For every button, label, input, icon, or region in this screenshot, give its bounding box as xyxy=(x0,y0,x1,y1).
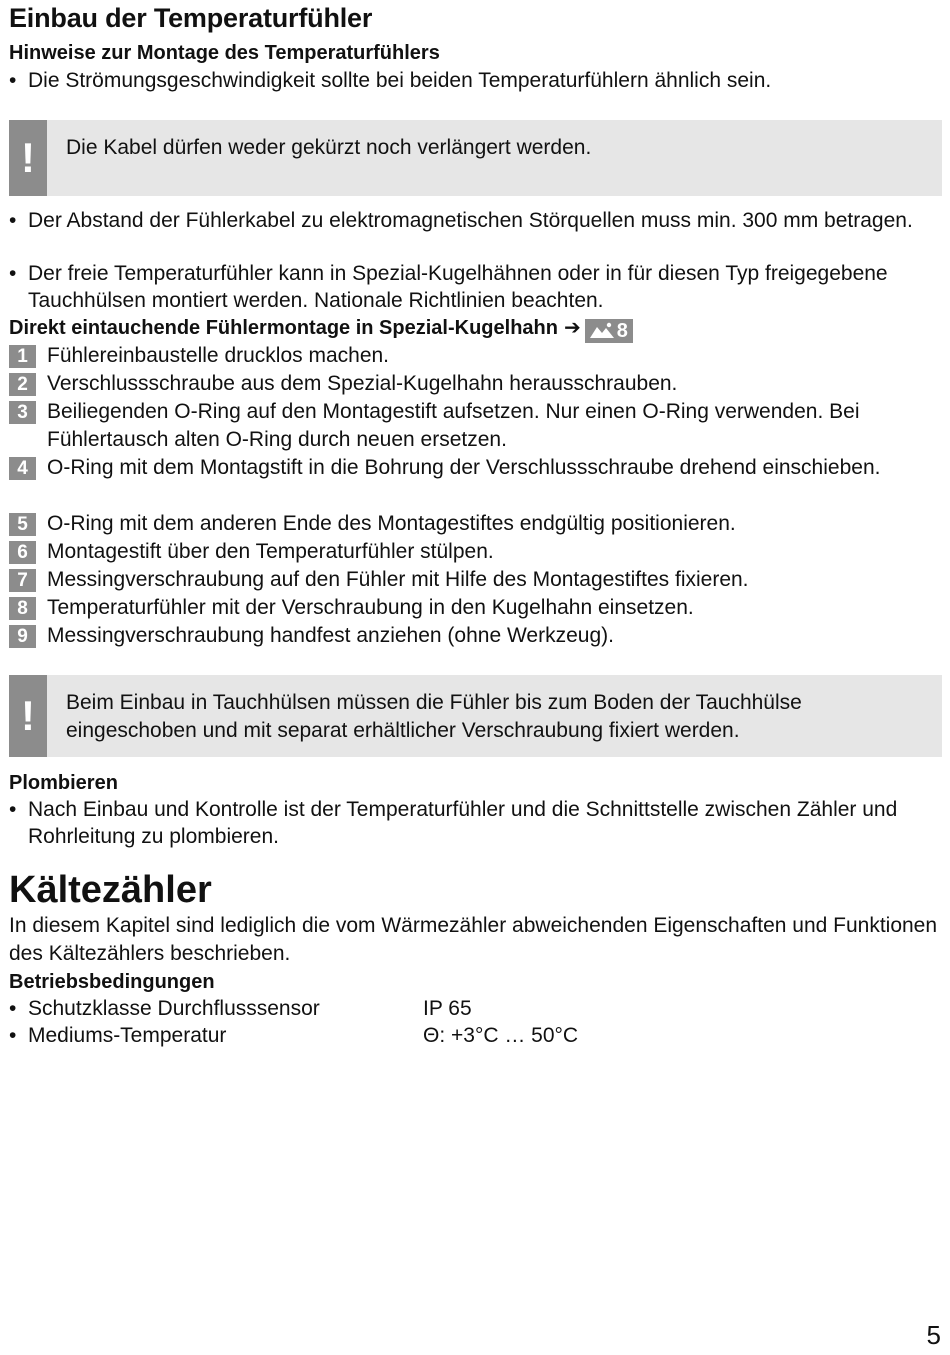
list-item xyxy=(9,207,941,234)
step-number: 3 xyxy=(9,401,36,424)
step-number: 9 xyxy=(9,625,36,648)
exclamation-icon: ! xyxy=(9,675,47,757)
list-item-text: Die Strömungsgeschwindigkeit sollte bei beiden Temperaturfühlern ähnlich sein. xyxy=(28,69,772,92)
step-number: 2 xyxy=(9,373,36,396)
step-text: Messingverschraubung auf den Fühler mit Hilfe des Montagestiftes fixieren. xyxy=(47,568,749,591)
step-item xyxy=(9,398,941,454)
step-text: Messingverschraubung handfest anziehen (ohne Werkzeug). xyxy=(47,624,614,647)
step-item xyxy=(9,370,941,398)
warning-text: Beim Einbau in Tauchhülsen müssen die Fühler bis zum Boden der Tauchhülse eingeschoben und mit separat erhältlicher Verschraubung fixiert werden. xyxy=(66,691,802,742)
arrow-right-icon: ➔ xyxy=(563,317,581,339)
bullet-mark: • xyxy=(9,69,17,92)
step-item xyxy=(9,454,941,482)
section-title: Einbau der Temperaturfühler xyxy=(9,3,373,33)
step-text: O-Ring mit dem anderen Ende des Montagestiftes endgültig positionieren. xyxy=(47,512,736,535)
step-item xyxy=(9,622,941,650)
step-number: 6 xyxy=(9,541,36,564)
step-number: 4 xyxy=(9,457,36,480)
step-text: O-Ring mit dem Montagstift in die Bohrung der Verschlussschraube drehend einschieben. xyxy=(47,456,881,479)
step-item xyxy=(9,510,941,538)
conditions-heading: Betriebsbedingungen xyxy=(9,971,215,993)
bullet-mark: • xyxy=(9,1024,17,1047)
bullet-mark: • xyxy=(9,262,17,285)
list-item-text: Der freie Temperaturfühler kann in Spezial-Kugelhähnen oder in für diesen Typ freigegebene Tauchhülsen montiert werden. Nationale Richtlinien beachten. xyxy=(28,262,888,312)
chapter-intro: In diesem Kapitel sind lediglich die vom Wärmezähler abweichenden Eigenschaften und Funktionen des Kältezählers beschrieben. xyxy=(9,914,938,965)
condition-label: Mediums-Temperatur xyxy=(28,1024,227,1047)
image-icon xyxy=(590,322,614,338)
step-item xyxy=(9,342,941,370)
figure-reference-number: 8 xyxy=(616,320,628,342)
step-item xyxy=(9,538,941,566)
list-item-text: Nach Einbau und Kontrolle ist der Temperaturfühler und die Schnittstelle zwischen Zähler und Rohrleitung zu plombieren. xyxy=(28,798,898,848)
step-text: Temperaturfühler mit der Verschraubung in den Kugelhahn einsetzen. xyxy=(47,596,694,619)
step-text: Beiliegenden O-Ring auf den Montagestift aufsetzen. Nur einen O-Ring verwenden. Bei Fühlertausch alten O-Ring durch neuen ersetzen. xyxy=(47,400,860,451)
step-item xyxy=(9,566,941,594)
step-item xyxy=(9,594,941,622)
step-text: Montagestift über den Temperaturfühler stülpen. xyxy=(47,540,494,563)
warning-text: Die Kabel dürfen weder gekürzt noch verlängert werden. xyxy=(66,136,592,159)
step-number: 1 xyxy=(9,345,36,368)
bullet-mark: • xyxy=(9,997,17,1020)
condition-value: Θ: +3°C … 50°C xyxy=(423,1024,579,1047)
list-item xyxy=(9,67,941,94)
direct-mounting-heading xyxy=(9,315,633,343)
step-number: 8 xyxy=(9,597,36,620)
chapter-title: Kältezähler xyxy=(9,869,212,911)
step-number: 5 xyxy=(9,513,36,536)
figure-reference[interactable] xyxy=(585,319,633,343)
list-item xyxy=(9,796,941,850)
direct-mounting-heading-text: Direkt eintauchende Fühlermontage in Spezial-Kugelhahn xyxy=(9,317,558,339)
sealing-heading: Plombieren xyxy=(9,772,118,794)
list-item-text: Der Abstand der Fühlerkabel zu elektromagnetischen Störquellen muss min. 300 mm betragen. xyxy=(28,209,913,232)
mounting-notes-heading: Hinweise zur Montage des Temperaturfühlers xyxy=(9,42,440,64)
page-number: 5 xyxy=(926,1320,941,1350)
exclamation-icon: ! xyxy=(9,120,47,196)
step-text: Fühlereinbaustelle drucklos machen. xyxy=(47,344,390,367)
list-item xyxy=(9,260,941,314)
step-number: 7 xyxy=(9,569,36,592)
warning-notice xyxy=(9,120,942,196)
condition-label: Schutzklasse Durchflusssensor xyxy=(28,997,320,1020)
condition-value: IP 65 xyxy=(423,997,472,1020)
bullet-mark: • xyxy=(9,798,17,821)
warning-notice xyxy=(9,675,942,757)
bullet-mark: • xyxy=(9,209,17,232)
step-text: Verschlussschraube aus dem Spezial-Kugelhahn herausschrauben. xyxy=(47,372,678,395)
